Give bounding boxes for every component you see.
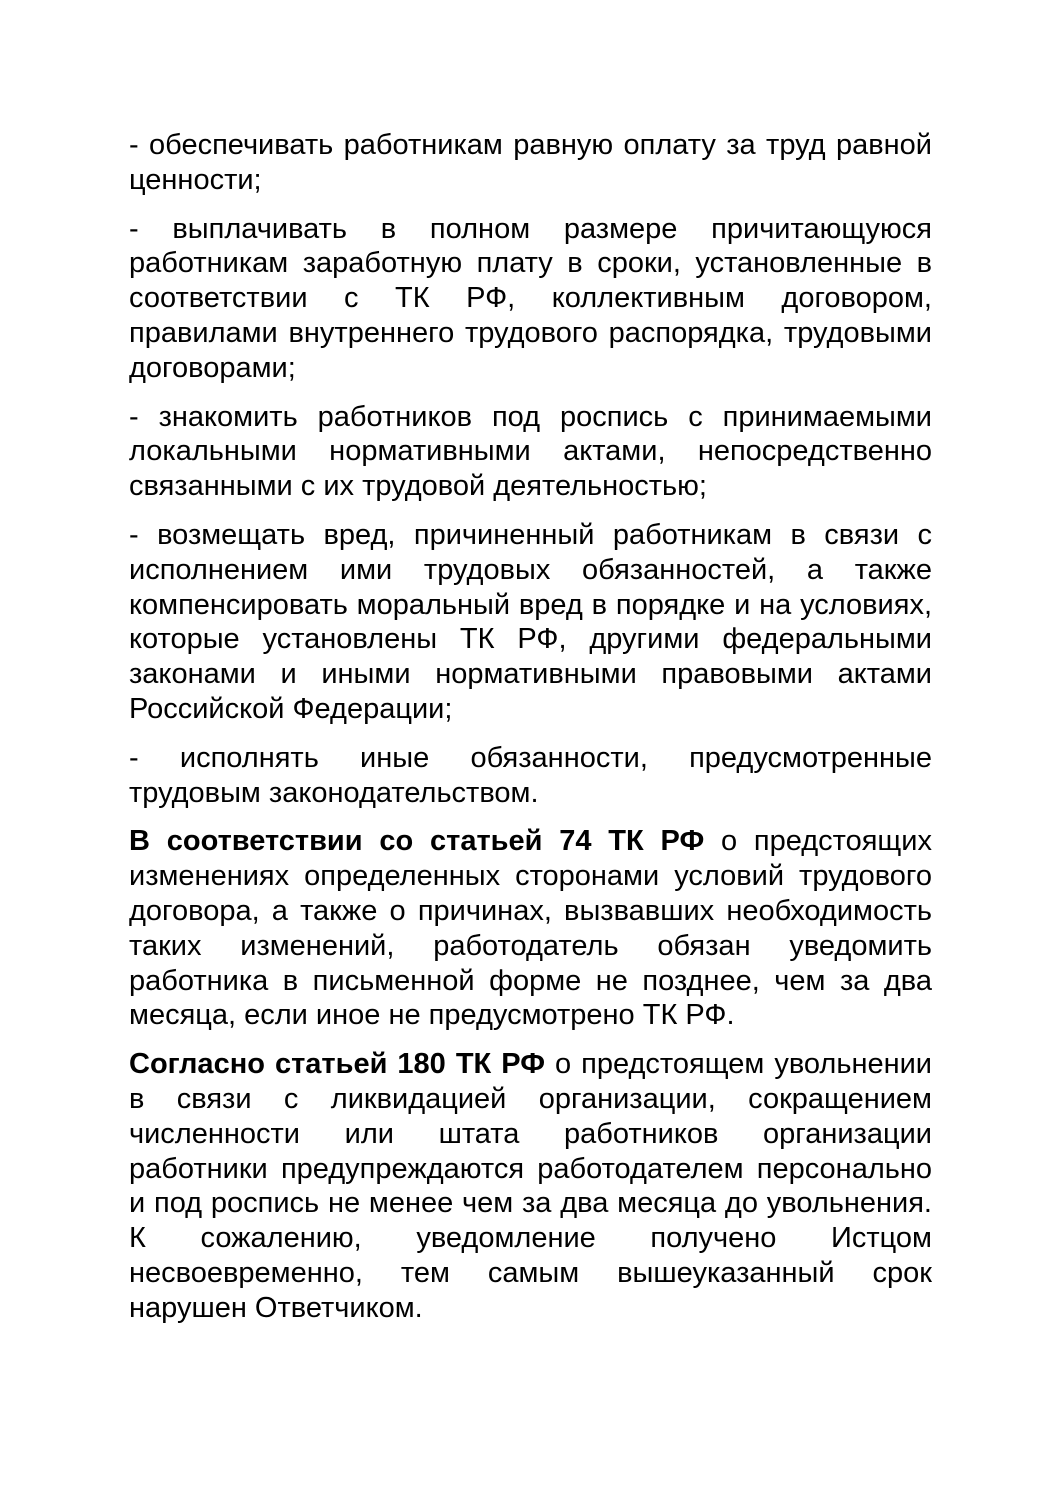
paragraph [129,128,932,198]
paragraph-text: - обеспечивать работникам равную оплату за труд равной ценности; [129,129,932,196]
paragraph-article-74 [129,824,932,1033]
paragraph-article-180 [129,1047,932,1325]
paragraph [129,400,932,504]
paragraph-text: - выплачивать в полном размере причитающуюся работникам заработную плату в сроки, установленные в соответствии с ТК РФ, коллективным договором, правилами внутреннего трудового распорядка, трудовыми договорами; [129,212,932,384]
paragraph [129,212,932,386]
paragraph-text: - возмещать вред, причиненный работникам в связи с исполнением ими трудовых обязанностей, а также компенсировать моральный вред в порядке и на условиях, которые установлены ТК РФ, другими федеральными законами и иными нормативными правовыми актами Российской Федерации; [129,518,932,725]
paragraph [129,741,932,811]
document-page [129,128,932,1340]
paragraph [129,518,932,727]
paragraph-text: о предстоящем увольнении в связи с ликвидацией организации, сокращением численности или штата работников организации работники предупреждаются работодателем персонально и под роспись не менее чем за два месяца до увольнения. К сожалению, уведомление получено Истцом несвоевременно, тем самым вышеуказанный срок нарушен Ответчиком. [129,1048,932,1324]
article-reference-bold: Согласно статьей 180 ТК РФ [129,1048,545,1081]
paragraph-text: - исполнять иные обязанности, предусмотренные трудовым законодательством. [129,741,932,809]
paragraph-text: - знакомить работников под роспись с принимаемыми локальными нормативными актами, непосредственно связанными с их трудовой деятельностью; [129,400,932,503]
article-reference-bold: В соответствии со статьей 74 ТК РФ [129,825,705,858]
paragraph-text: о предстоящих изменениях определенных сторонами условий трудового договора, а также о причинах, вызвавших необходимость таких изменений, работодатель обязан уведомить работника в письменной форме не позднее, чем за два месяца, если иное не предусмотрено ТК РФ. [129,825,932,1032]
